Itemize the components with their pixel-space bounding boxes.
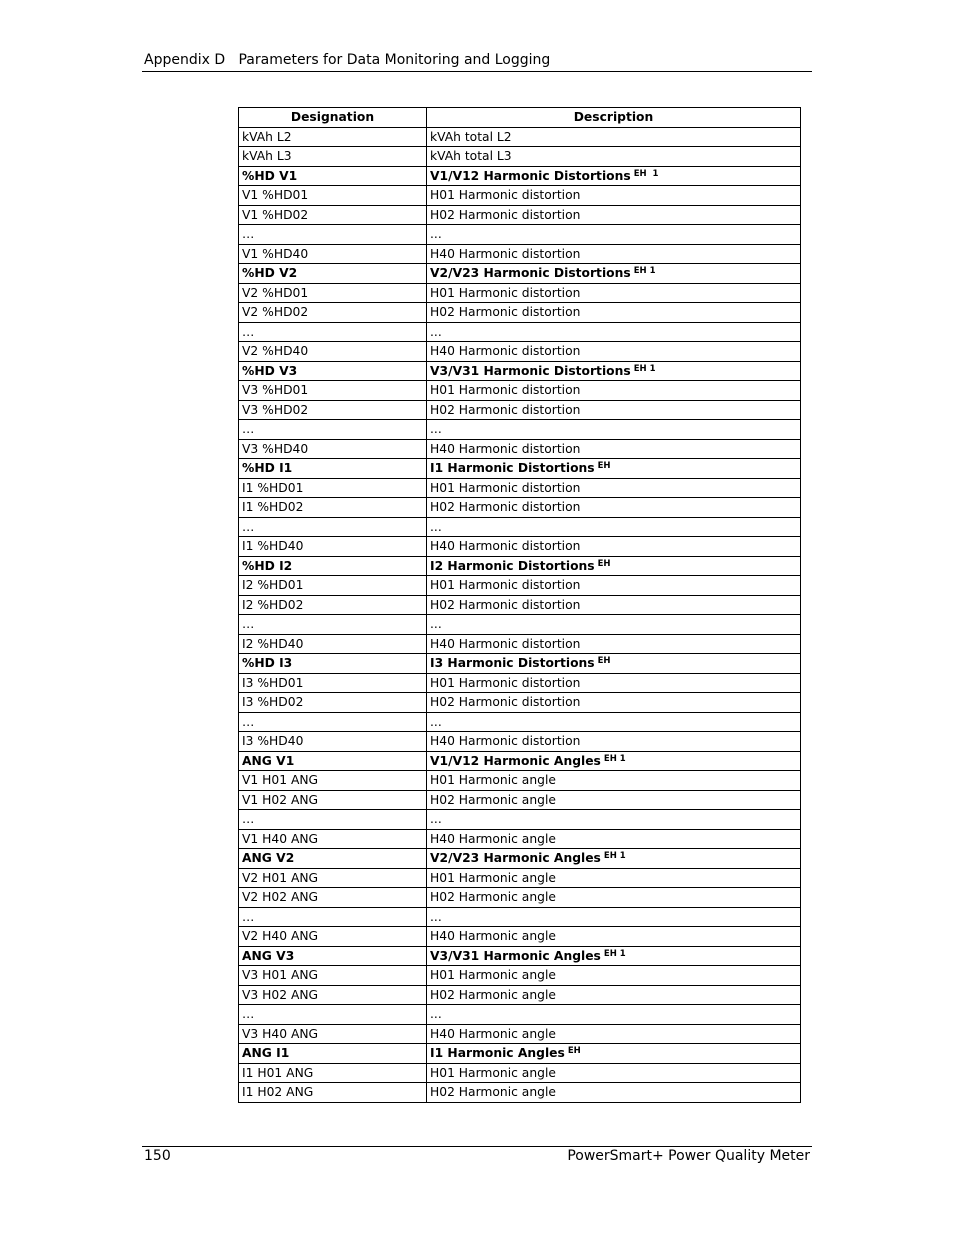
description-text: V3/V31 Harmonic Angles xyxy=(430,948,601,963)
footnote-marker: EH 1 xyxy=(603,851,626,862)
table-row xyxy=(239,829,801,849)
description-text: H01 Harmonic angle xyxy=(430,1065,556,1080)
description-cell xyxy=(427,966,801,986)
description-cell xyxy=(427,673,801,693)
description-cell xyxy=(427,459,801,479)
table-row xyxy=(239,1005,801,1025)
description-text: H02 Harmonic distortion xyxy=(430,402,581,417)
description-text: I2 Harmonic Distortions xyxy=(430,558,595,573)
designation-cell: I3 %HD02 xyxy=(239,693,427,713)
description-cell xyxy=(427,595,801,615)
description-text: ... xyxy=(430,422,442,437)
description-text: H40 Harmonic angle xyxy=(430,1026,556,1041)
description-text: ... xyxy=(430,1007,442,1022)
description-text: H01 Harmonic angle xyxy=(430,968,556,983)
designation-cell: %HD I3 xyxy=(239,654,427,674)
description-cell xyxy=(427,634,801,654)
designation-cell: V2 %HD01 xyxy=(239,283,427,303)
designation-cell: V3 H01 ANG xyxy=(239,966,427,986)
designation-cell: %HD I1 xyxy=(239,459,427,479)
description-text: H02 Harmonic distortion xyxy=(430,305,581,320)
table-row xyxy=(239,673,801,693)
designation-cell: ANG V3 xyxy=(239,946,427,966)
description-text: H01 Harmonic distortion xyxy=(430,188,581,203)
designation-cell: V3 %HD01 xyxy=(239,381,427,401)
table-row xyxy=(239,439,801,459)
description-cell xyxy=(427,829,801,849)
designation-cell: V2 H40 ANG xyxy=(239,927,427,947)
description-cell xyxy=(427,771,801,791)
description-cell xyxy=(427,1083,801,1103)
description-cell xyxy=(427,654,801,674)
description-cell xyxy=(427,927,801,947)
description-cell xyxy=(427,361,801,381)
designation-cell: I1 H01 ANG xyxy=(239,1063,427,1083)
table-group-row xyxy=(239,1044,801,1064)
description-text: H40 Harmonic distortion xyxy=(430,636,581,651)
table-row xyxy=(239,303,801,323)
description-cell xyxy=(427,1044,801,1064)
description-cell xyxy=(427,205,801,225)
description-text: H02 Harmonic angle xyxy=(430,1085,556,1100)
description-text: kVAh total L3 xyxy=(430,149,512,164)
designation-cell: … xyxy=(239,322,427,342)
designation-cell: %HD V1 xyxy=(239,166,427,186)
table-row xyxy=(239,888,801,908)
table-row xyxy=(239,1024,801,1044)
table-row xyxy=(239,732,801,752)
footnote-marker: EH 1 xyxy=(603,948,626,959)
description-text: H40 Harmonic distortion xyxy=(430,539,581,554)
description-text: H02 Harmonic distortion xyxy=(430,500,581,515)
description-text: H01 Harmonic distortion xyxy=(430,578,581,593)
table-row xyxy=(239,595,801,615)
description-text: H02 Harmonic angle xyxy=(430,792,556,807)
designation-cell: I3 %HD01 xyxy=(239,673,427,693)
description-text: V2/V23 Harmonic Distortions xyxy=(430,266,631,281)
description-text: I1 Harmonic Angles xyxy=(430,1046,565,1061)
description-cell xyxy=(427,244,801,264)
footnote-marker: EH 1 xyxy=(633,363,656,374)
designation-cell: ANG I1 xyxy=(239,1044,427,1064)
description-text: H02 Harmonic distortion xyxy=(430,207,581,222)
table-body xyxy=(239,127,801,1102)
description-text: H40 Harmonic angle xyxy=(430,929,556,944)
description-text: H40 Harmonic distortion xyxy=(430,734,581,749)
description-text: I3 Harmonic Distortions xyxy=(430,656,595,671)
designation-cell: %HD I2 xyxy=(239,556,427,576)
description-text: ... xyxy=(430,519,442,534)
footer-product-name: PowerSmart+ Power Quality Meter xyxy=(567,1148,810,1164)
description-cell xyxy=(427,732,801,752)
table-group-row xyxy=(239,751,801,771)
designation-cell: I1 %HD01 xyxy=(239,478,427,498)
page-number: 150 xyxy=(144,1148,171,1164)
description-cell xyxy=(427,381,801,401)
table-row xyxy=(239,634,801,654)
column-header-description: Description xyxy=(427,108,801,128)
description-text: H01 Harmonic distortion xyxy=(430,285,581,300)
designation-cell: %HD V3 xyxy=(239,361,427,381)
designation-cell: V2 %HD02 xyxy=(239,303,427,323)
description-text: V2/V23 Harmonic Angles xyxy=(430,851,601,866)
designation-cell: V2 H01 ANG xyxy=(239,868,427,888)
table-row xyxy=(239,147,801,167)
designation-cell: I1 %HD40 xyxy=(239,537,427,557)
description-cell xyxy=(427,576,801,596)
designation-cell: V2 H02 ANG xyxy=(239,888,427,908)
description-text: H40 Harmonic distortion xyxy=(430,441,581,456)
description-text: H02 Harmonic distortion xyxy=(430,695,581,710)
designation-cell: … xyxy=(239,225,427,245)
description-cell xyxy=(427,868,801,888)
designation-cell: V3 %HD40 xyxy=(239,439,427,459)
table-row xyxy=(239,1063,801,1083)
description-text: H02 Harmonic angle xyxy=(430,890,556,905)
description-text: ... xyxy=(430,617,442,632)
description-cell xyxy=(427,615,801,635)
table-row xyxy=(239,186,801,206)
designation-cell: V1 H01 ANG xyxy=(239,771,427,791)
description-cell xyxy=(427,342,801,362)
table-group-row xyxy=(239,264,801,284)
designation-cell: … xyxy=(239,615,427,635)
description-text: ... xyxy=(430,812,442,827)
description-cell xyxy=(427,712,801,732)
footnote-marker: EH 1 xyxy=(603,753,626,764)
table-row xyxy=(239,966,801,986)
table-row xyxy=(239,127,801,147)
parameters-table xyxy=(238,107,801,1103)
description-text: ... xyxy=(430,714,442,729)
table-row xyxy=(239,381,801,401)
description-cell xyxy=(427,420,801,440)
designation-cell: V1 %HD02 xyxy=(239,205,427,225)
table-row xyxy=(239,420,801,440)
designation-cell: V1 H40 ANG xyxy=(239,829,427,849)
table-row xyxy=(239,985,801,1005)
description-text: ... xyxy=(430,227,442,242)
designation-cell: I1 %HD02 xyxy=(239,498,427,518)
table-row xyxy=(239,400,801,420)
table-row xyxy=(239,478,801,498)
description-text: H40 Harmonic angle xyxy=(430,831,556,846)
table-group-row xyxy=(239,556,801,576)
table-row xyxy=(239,810,801,830)
table-group-row xyxy=(239,946,801,966)
designation-cell: V3 %HD02 xyxy=(239,400,427,420)
designation-cell: … xyxy=(239,810,427,830)
designation-cell: I1 H02 ANG xyxy=(239,1083,427,1103)
description-cell xyxy=(427,147,801,167)
designation-cell: I2 %HD02 xyxy=(239,595,427,615)
description-cell xyxy=(427,166,801,186)
description-text: ... xyxy=(430,324,442,339)
description-cell xyxy=(427,907,801,927)
description-cell xyxy=(427,751,801,771)
table-group-row xyxy=(239,459,801,479)
column-header-designation: Designation xyxy=(239,108,427,128)
footnote-marker: EH xyxy=(597,656,611,667)
description-cell xyxy=(427,556,801,576)
table-row xyxy=(239,790,801,810)
description-cell xyxy=(427,790,801,810)
description-cell xyxy=(427,946,801,966)
table-group-row xyxy=(239,654,801,674)
description-cell xyxy=(427,186,801,206)
description-cell xyxy=(427,303,801,323)
description-cell xyxy=(427,1024,801,1044)
designation-cell: V3 H40 ANG xyxy=(239,1024,427,1044)
designation-cell: … xyxy=(239,907,427,927)
description-cell xyxy=(427,439,801,459)
description-cell xyxy=(427,478,801,498)
table-row xyxy=(239,615,801,635)
description-text: H01 Harmonic distortion xyxy=(430,383,581,398)
description-text: H01 Harmonic distortion xyxy=(430,675,581,690)
designation-cell: I2 %HD40 xyxy=(239,634,427,654)
description-text: V1/V12 Harmonic Angles xyxy=(430,753,601,768)
table-row xyxy=(239,693,801,713)
description-text: ... xyxy=(430,909,442,924)
description-cell xyxy=(427,517,801,537)
description-text: I1 Harmonic Distortions xyxy=(430,461,595,476)
designation-cell: %HD V2 xyxy=(239,264,427,284)
footnote-marker: EH xyxy=(567,1046,581,1057)
table-row xyxy=(239,517,801,537)
description-cell xyxy=(427,849,801,869)
description-cell xyxy=(427,225,801,245)
description-text: H02 Harmonic distortion xyxy=(430,597,581,612)
description-text: H40 Harmonic distortion xyxy=(430,344,581,359)
description-text: H40 Harmonic distortion xyxy=(430,246,581,261)
designation-cell: ANG V2 xyxy=(239,849,427,869)
designation-cell: V1 %HD01 xyxy=(239,186,427,206)
designation-cell: ANG V1 xyxy=(239,751,427,771)
table-group-row xyxy=(239,849,801,869)
designation-cell: … xyxy=(239,420,427,440)
table-group-row xyxy=(239,166,801,186)
footnote-marker: EH xyxy=(597,461,611,472)
table-row xyxy=(239,322,801,342)
description-cell xyxy=(427,127,801,147)
table-row xyxy=(239,868,801,888)
description-cell xyxy=(427,1063,801,1083)
designation-cell: I3 %HD40 xyxy=(239,732,427,752)
designation-cell: V1 %HD40 xyxy=(239,244,427,264)
description-text: V1/V12 Harmonic Distortions xyxy=(430,168,631,183)
description-text: H02 Harmonic angle xyxy=(430,987,556,1002)
footnote-marker: EH xyxy=(597,558,611,569)
designation-cell: kVAh L2 xyxy=(239,127,427,147)
description-cell xyxy=(427,322,801,342)
description-text: H01 Harmonic angle xyxy=(430,773,556,788)
designation-cell: … xyxy=(239,1005,427,1025)
table-row xyxy=(239,771,801,791)
table-row xyxy=(239,537,801,557)
footnote-marker: EH 1 xyxy=(633,266,656,277)
table-row xyxy=(239,342,801,362)
description-cell xyxy=(427,283,801,303)
table-header-row xyxy=(239,108,801,128)
header-rule xyxy=(142,71,812,72)
designation-cell: kVAh L3 xyxy=(239,147,427,167)
table-row xyxy=(239,1083,801,1103)
description-text: kVAh total L2 xyxy=(430,129,512,144)
description-cell xyxy=(427,888,801,908)
table-row xyxy=(239,283,801,303)
table-row xyxy=(239,498,801,518)
designation-cell: V3 H02 ANG xyxy=(239,985,427,1005)
designation-cell: … xyxy=(239,712,427,732)
description-cell xyxy=(427,985,801,1005)
description-cell xyxy=(427,264,801,284)
description-cell xyxy=(427,498,801,518)
table-row xyxy=(239,907,801,927)
designation-cell: I2 %HD01 xyxy=(239,576,427,596)
description-cell xyxy=(427,537,801,557)
designation-cell: … xyxy=(239,517,427,537)
table-group-row xyxy=(239,361,801,381)
table-row xyxy=(239,927,801,947)
designation-cell: V2 %HD40 xyxy=(239,342,427,362)
description-text: H01 Harmonic distortion xyxy=(430,480,581,495)
header-title: Appendix D Parameters for Data Monitoring and Logging xyxy=(144,52,551,68)
description-text: V3/V31 Harmonic Distortions xyxy=(430,363,631,378)
designation-cell: V1 H02 ANG xyxy=(239,790,427,810)
description-cell xyxy=(427,810,801,830)
table-row xyxy=(239,205,801,225)
page-header xyxy=(144,51,812,69)
table-row xyxy=(239,576,801,596)
description-cell xyxy=(427,693,801,713)
footnote-marker: EH 1 xyxy=(633,168,659,179)
table-row xyxy=(239,244,801,264)
description-cell xyxy=(427,1005,801,1025)
description-cell xyxy=(427,400,801,420)
table-row xyxy=(239,225,801,245)
table-row xyxy=(239,712,801,732)
description-text: H01 Harmonic angle xyxy=(430,870,556,885)
